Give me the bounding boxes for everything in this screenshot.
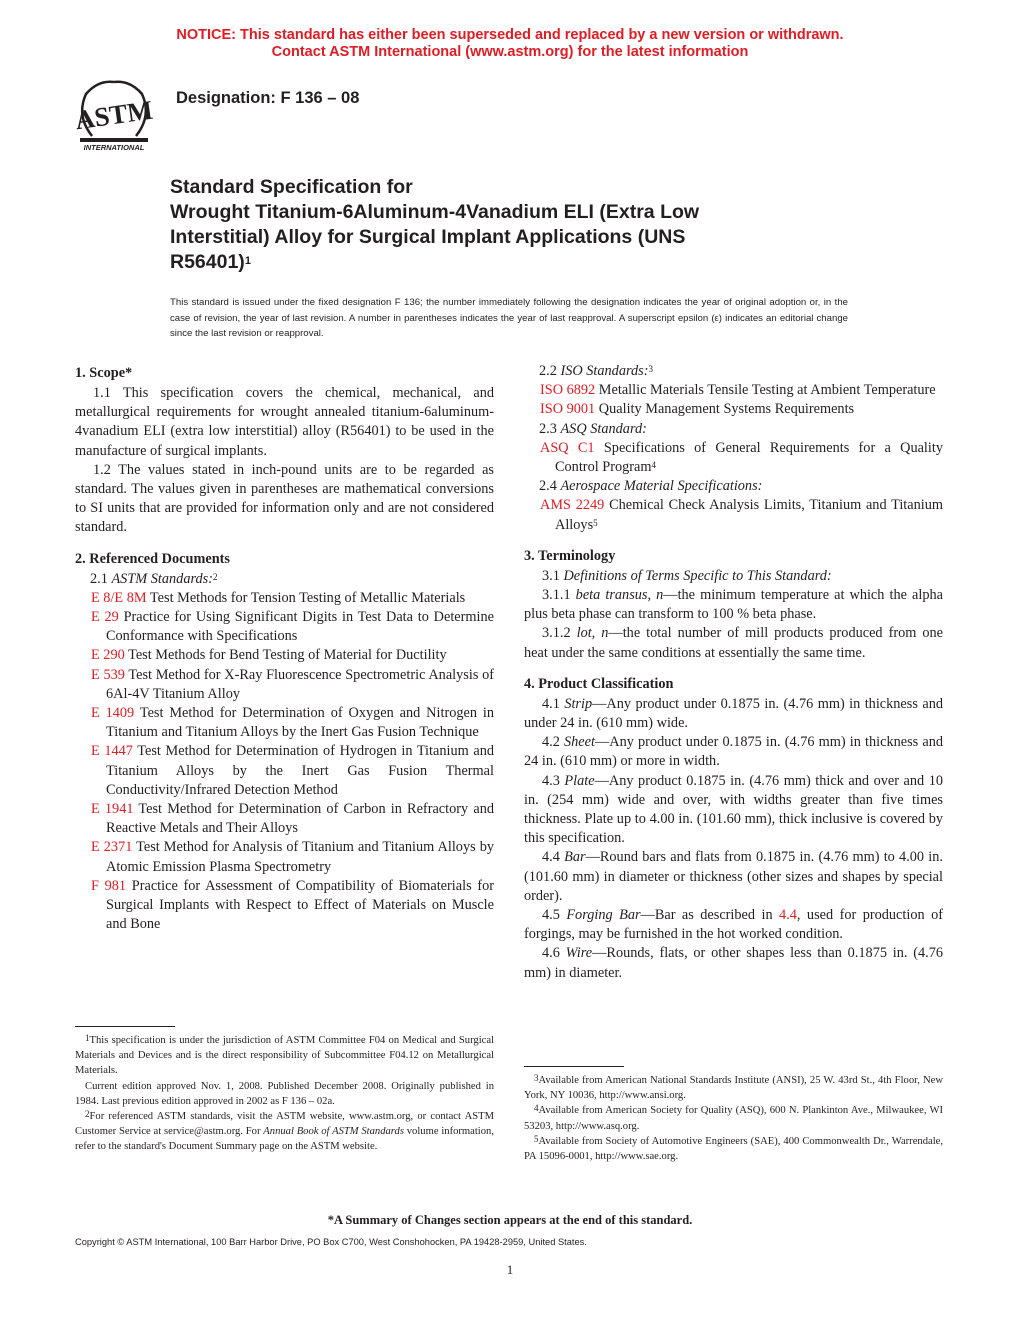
footnote-rule-right <box>524 1066 624 1067</box>
footnote-1-edition: Current edition approved Nov. 1, 2008. Published December 2008. Originally published in 1984. Last previous edition approved in 2002 as F 136 – 02a. <box>75 1080 494 1107</box>
reference-item <box>91 608 494 646</box>
left-column <box>75 362 495 1153</box>
reference-item <box>91 704 494 742</box>
reference-code-link[interactable]: E 539 <box>91 666 125 683</box>
withdrawal-notice <box>0 27 1020 61</box>
classification-item: 4.3 Plate—Any product 0.1875 in. (4.76 mm) thick and over and 10 in. (254 mm) wide and over, with widths greater than five times thickness. Plate up to 4.00 in. (101.60 mm), thick inclusive is covered by this specification. <box>524 772 943 847</box>
reference-item <box>540 496 943 534</box>
classification-list <box>524 695 943 906</box>
reference-title: Test Method for Determination of Hydrogen in Titanium and Titanium Alloys by the Inert Gas Fusion Thermal Conductivity/Infrared Detection Method <box>106 743 494 798</box>
title-line-3: Interstitial) Alloy for Surgical Implant Applications (UNS <box>170 226 686 248</box>
reference-item <box>91 838 494 876</box>
section-heading-scope: 1. Scope* <box>75 365 133 381</box>
reference-title: Test Method for Determination of Carbon in Refractory and Reactive Metals and Their Alloys <box>106 801 494 837</box>
footnote-5: $^5$Available from Society of Automotive Engineers (SAE), 400 Commonwealth Dr., Warrendale, PA 15096-0001, http://www.sae.org. <box>524 1133 943 1163</box>
title-line-4: R56401) <box>170 251 245 273</box>
reference-item <box>540 381 943 400</box>
reference-code-link[interactable]: E 8/E 8M <box>91 589 147 606</box>
reference-title: Test Methods for Bend Testing of Material for Ductility <box>124 647 447 664</box>
asq-standard-label: 2.3 ASQ Standard: <box>539 420 647 437</box>
reference-code-link[interactable]: ISO 6892 <box>540 382 596 399</box>
classification-item: 4.2 Sheet—Any product under 0.1875 in. (4.76 mm) in thickness and 24 in. (610 mm) or more in width. <box>524 734 943 770</box>
paragraph-3-1: 3.1 Definitions of Terms Specific to This Standard: <box>542 567 832 584</box>
reference-title: Chemical Check Analysis Limits, Titanium and Titanium Alloys <box>555 497 944 533</box>
classification-item: 4.4 Bar—Round bars and flats from 0.1875 in. (4.76 mm) to 4.00 in. (101.60 mm) in diameter or thickness (other sizes and shapes by special order). <box>524 849 943 904</box>
section-heading-product-classification: 4. Product Classification <box>524 675 674 692</box>
reference-title: Metallic Materials Tensile Testing at Ambient Temperature <box>595 382 936 399</box>
reference-title: Practice for Assessment of Compatibility of Biomaterials for Surgical Implants with Respect to Effect of Materials on Muscle and Bone <box>106 877 494 933</box>
reference-code-link[interactable]: AMS 2249 <box>540 497 605 514</box>
reference-code-link[interactable]: ISO 9001 <box>540 401 596 418</box>
reference-item <box>91 646 494 665</box>
reference-title: Test Method for X-Ray Fluorescence Spectrometric Analysis of 6Al-4V Titanium Alloy <box>106 666 495 702</box>
paragraph-4-5: 4.5 Forging Bar—Bar as described in 4.4, used for production of forgings, may be furnished in the hot worked condition. <box>524 907 943 943</box>
reference-item <box>91 742 494 800</box>
reference-title: Quality Management Systems Requirements <box>595 401 855 418</box>
summary-of-changes-note: *A Summary of Changes section appears at the end of this standard. <box>327 1213 693 1227</box>
section-heading-referenced-documents: 2. Referenced Documents <box>75 550 230 567</box>
paragraph-3-1-2: 3.1.2 lot, n—the total number of mill products produced from one heat under the same conditions at essentially the same time. <box>524 625 943 661</box>
paragraph-1-1: 1.1 This specification covers the chemical, mechanical, and metallurgical requirements for wrought annealed titanium-6aluminum-4vanadium ELI (extra low interstitial) alloy (R56401) to be used in the manufacture of surgical implants. <box>75 385 494 459</box>
footnote-mark[interactable]: 4 <box>651 460 656 471</box>
reference-item <box>91 877 494 935</box>
logo-subtext: INTERNATIONAL <box>83 143 145 152</box>
page-number: 1 <box>506 1262 514 1277</box>
section-heading-terminology: 3. Terminology <box>524 547 616 564</box>
astm-logo <box>64 76 164 152</box>
reference-code-link[interactable]: ASQ C1 <box>540 439 595 456</box>
reference-title: Test Method for Analysis of Titanium and Titanium Alloys by Atomic Emission Plasma Spectrometry <box>106 839 494 875</box>
notice-line-2: Contact ASTM International (www.astm.org) for the latest information <box>271 44 749 60</box>
reference-code-link[interactable]: E 1447 <box>91 743 133 760</box>
astm-standards-label: 2.1 ASTM Standards:$^2$ <box>90 570 218 587</box>
classification-item: 4.1 Strip—Any product under 0.1875 in. (4.76 mm) in thickness and under 24 in. (610 mm) wide. <box>524 695 943 732</box>
footnote-4: $^4$Available from American Society for Quality (ASQ), 600 N. Plankinton Ave., Milwaukee, WI 53203, http://www.asq.org. <box>524 1103 943 1132</box>
logo-text: ASTM <box>73 94 155 136</box>
iso-standards-label: 2.2 ISO Standards:$^3$ <box>539 363 653 379</box>
iso-reference-list <box>524 381 943 419</box>
reference-title: Test Methods for Tension Testing of Metallic Materials <box>146 589 466 606</box>
issuance-statement: This standard is issued under the fixed designation F 136; the number immediately following the designation indicates the year of original adoption or, in the case of revision, the year of last revision. A number in parentheses indicates the year of last reapproval. A superscript epsilon (ε) indicates an editorial change since the last revision or reapproval. <box>170 297 848 339</box>
asq-reference-list <box>524 439 943 477</box>
document-title <box>170 175 890 275</box>
reference-code-link[interactable]: F 981 <box>91 877 127 894</box>
right-column <box>524 362 944 1163</box>
paragraph-4-6: 4.6 Wire—Rounds, flats, or other shapes less than 0.1875 in. (4.76 mm) in diameter. <box>524 945 943 981</box>
reference-title: Specifications of General Requirements for a Quality Control Program <box>555 439 943 476</box>
ams-reference-list <box>524 496 943 534</box>
designation: Designation: F 136 – 08 <box>176 89 360 107</box>
title-footnote-mark[interactable]: 1 <box>244 255 251 267</box>
notice-line-1: NOTICE: This standard has either been superseded and replaced by a new version or withdrawn. <box>176 27 844 43</box>
reference-code-link[interactable]: E 290 <box>91 647 125 664</box>
reference-code-link[interactable]: E 1409 <box>91 705 135 722</box>
footnote-1: $^1$This specification is under the jurisdiction of ASTM Committee F04 on Medical and Surgical Materials and Devices and is the direct responsibility of Subcommittee F04.12 on Metallurgical Materials. <box>75 1033 494 1077</box>
reference-item <box>540 439 943 477</box>
reference-code-link[interactable]: E 29 <box>91 609 119 626</box>
reference-title: Test Method for Determination of Oxygen and Nitrogen in Titanium and Titanium Alloys by the Inert Gas Fusion Technique <box>106 705 494 741</box>
reference-code-link[interactable]: E 1941 <box>91 801 134 818</box>
footnote-rule-left <box>75 1026 175 1027</box>
reference-title: Practice for Using Significant Digits in Test Data to Determine Conformance with Specifications <box>106 609 494 645</box>
astm-reference-list <box>75 589 494 935</box>
reference-item <box>91 800 494 838</box>
reference-item <box>540 400 943 419</box>
paragraph-3-1-1: 3.1.1 beta transus, n—the minimum temperature at which the alpha plus beta phase can transform to 100 % beta phase. <box>524 587 943 623</box>
footnote-3: $^3$Available from American National Standards Institute (ANSI), 25 W. 43rd St., 4th Floor, New York, NY 10036, http://www.ansi.org. <box>524 1073 943 1102</box>
paragraph-1-2: 1.2 The values stated in inch-pound units are to be regarded as standard. The values given in parentheses are mathematical conversions to SI units that are provided for information only and are not considered standard. <box>75 461 494 536</box>
footnotes-right <box>524 1073 943 1164</box>
ams-specifications-label: 2.4 Aerospace Material Specifications: <box>539 478 763 495</box>
footnote-mark[interactable]: 5 <box>593 517 598 528</box>
copyright-line: Copyright © ASTM International, 100 Barr Harbor Drive, PO Box C700, West Conshohocken, PA 19428-2959, United States. <box>75 1237 587 1247</box>
section-4-4-link[interactable]: 4.4 <box>779 907 797 924</box>
footnote-2: $^2$For referenced ASTM standards, visit the ASTM website, www.astm.org, or contact ASTM Customer Service at service@astm.org. For Annual Book of ASTM Standards volume information, refer to the standard's Document Summary page on the ASTM website. <box>75 1109 494 1153</box>
reference-item <box>91 666 494 704</box>
title-line-2: Wrought Titanium-6Aluminum-4Vanadium ELI (Extra Low <box>170 201 700 223</box>
reference-code-link[interactable]: E 2371 <box>91 839 133 856</box>
footnotes-left <box>75 1033 494 1155</box>
reference-item <box>91 589 494 608</box>
title-line-1: Standard Specification for <box>170 176 413 198</box>
